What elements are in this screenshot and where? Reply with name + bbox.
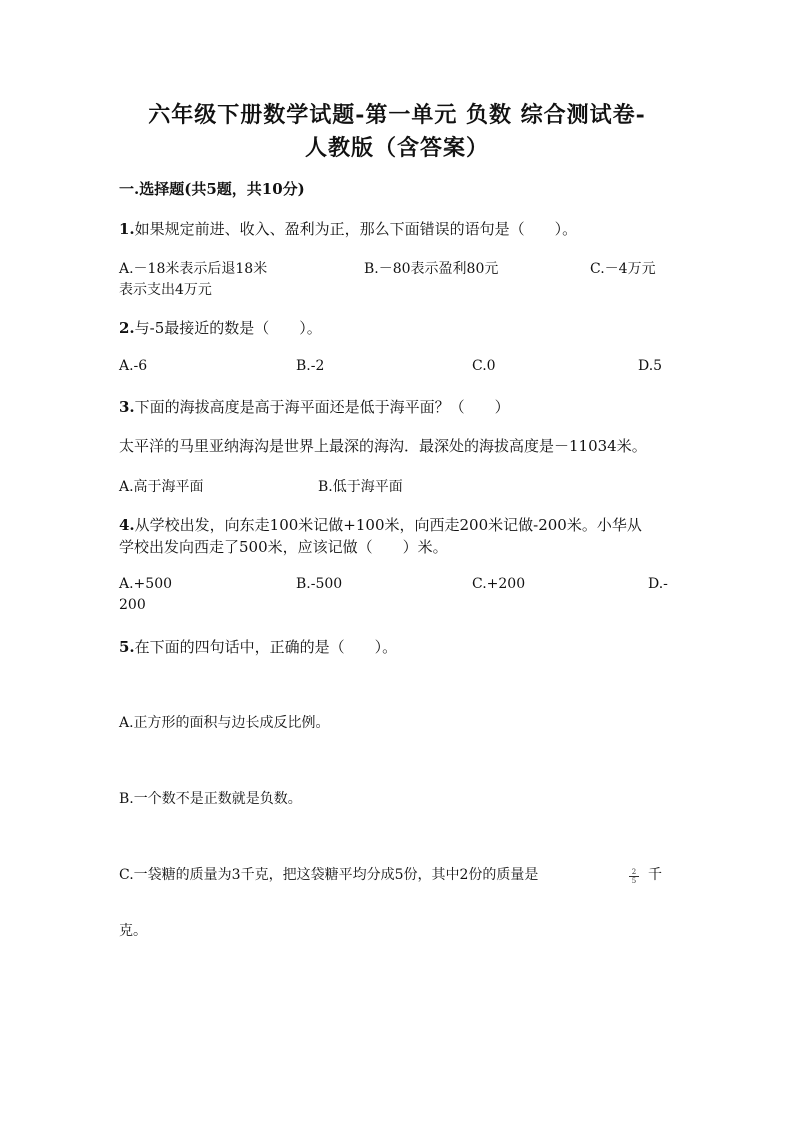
option-d-continued: 200 [119, 597, 146, 613]
option-d: D.5 [638, 358, 663, 374]
question-number: 3. [119, 398, 135, 416]
question-5 [119, 636, 397, 657]
option-c: C.0 [472, 358, 496, 374]
question-1 [119, 218, 577, 239]
question-stem: 如果规定前进、收入、盈利为正，那么下面错误的语句是（ ）。 [134, 220, 578, 238]
option-c-unit: 千 [648, 867, 662, 883]
option-a: A.正方形的面积与边长成反比例。 [119, 715, 330, 731]
question-number: 2. [119, 319, 135, 337]
option-c: C.一袋糖的质量为3千克，把这袋糖平均分成5份，其中2份的质量是 [119, 867, 539, 883]
fraction-numerator: 2 [631, 868, 637, 876]
question-stem: 在下面的四句话中，正确的是（ ）。 [134, 638, 398, 656]
option-d: D.- [648, 576, 668, 592]
question-2 [119, 317, 322, 338]
option-c-continued: 克。 [119, 923, 147, 939]
page-title-line1: 六年级下册数学试题-第一单元 负数 综合测试卷- [148, 102, 646, 128]
question-stem: 下面的海拔高度是高于海平面还是低于海平面？（ ） [134, 398, 510, 416]
question-3 [119, 396, 510, 417]
option-a: A.+500 [119, 576, 173, 592]
option-a: A.－18米表示后退18米 [119, 261, 268, 277]
option-c: C.－4万元 [590, 261, 656, 277]
option-a: A.高于海平面 [119, 479, 204, 495]
option-b: B.一个数不是正数就是负数。 [119, 791, 302, 807]
option-b: B.低于海平面 [318, 479, 403, 495]
question-number: 5. [119, 638, 135, 656]
option-b: B.-2 [296, 358, 325, 374]
question-number: 4. [119, 516, 135, 534]
question-number: 1. [119, 220, 135, 238]
question-3-context: 太平洋的马里亚纳海沟是世界上最深的海沟．最深处的海拔高度是－11034米。 [119, 437, 647, 455]
fraction-denominator: 5 [631, 877, 637, 885]
option-a: A.-6 [119, 358, 148, 374]
option-c: C.+200 [472, 576, 526, 592]
question-4-line2: 学校出发向西走了500米，应该记做（ ）米。 [119, 538, 448, 556]
question-stem-line1: 从学校出发，向东走100米记做+100米，向西走200米记做-200米。小华从 [134, 516, 642, 534]
fraction-two-fifths [628, 868, 640, 885]
section-heading: 一.选择题(共5题，共10分) [119, 180, 305, 198]
option-c-continued: 表示支出4万元 [119, 282, 212, 298]
option-b: B.-500 [296, 576, 343, 592]
question-stem: 与-5最接近的数是（ ）。 [134, 319, 322, 337]
question-4 [119, 514, 642, 535]
page-title-line2: 人教版（含答案） [304, 135, 489, 161]
option-b: B.－80表示盈利80元 [364, 261, 499, 277]
